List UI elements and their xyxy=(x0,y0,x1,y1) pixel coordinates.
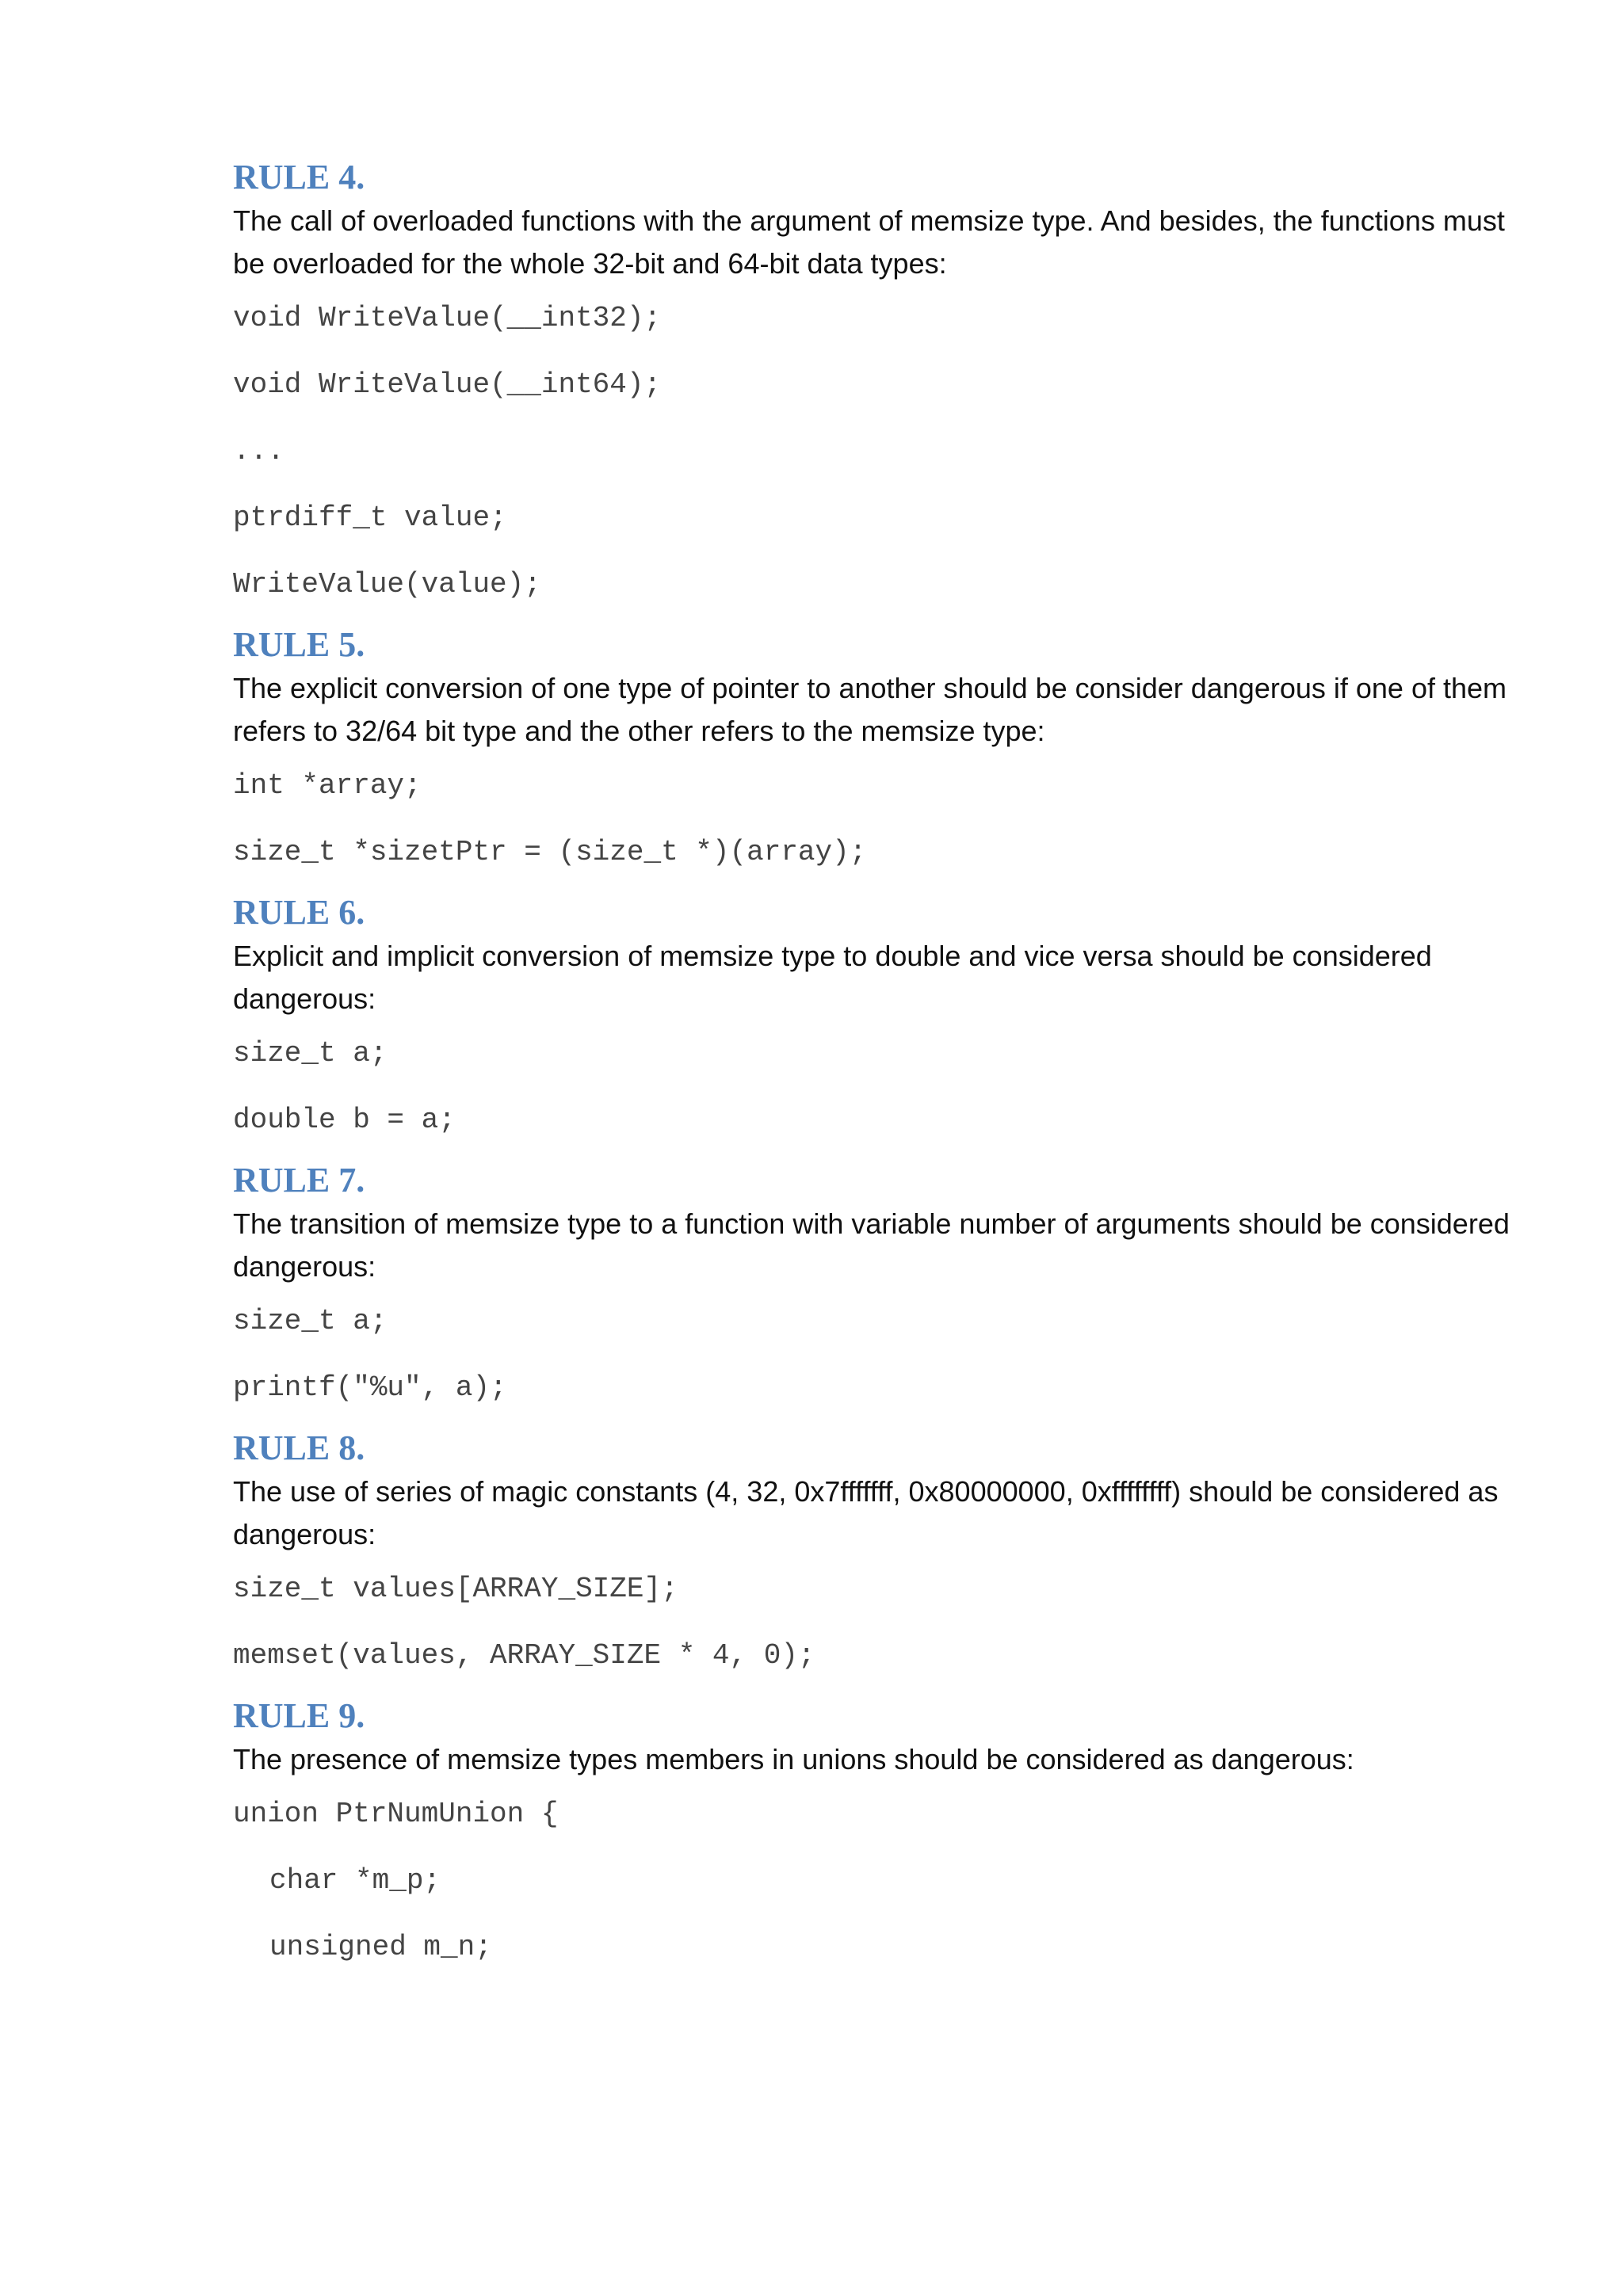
rule-description: The explicit conversion of one type of pointer to another should be consider dangerous if one of them refers to 32/64 bit type and the other refers to the memsize type: xyxy=(233,672,1507,747)
code-line: printf("%u", a); xyxy=(233,1371,507,1404)
code-line: size_t a; xyxy=(233,1305,388,1337)
code-line: void WriteValue(__int64); xyxy=(233,368,662,401)
code-line: ptrdiff_t value; xyxy=(233,502,507,534)
rule-heading: RULE 7. xyxy=(233,1161,365,1199)
rule-heading: RULE 4. xyxy=(233,158,365,196)
code-line: size_t a; xyxy=(233,1037,388,1070)
rule-8-section xyxy=(233,1426,1541,1673)
document-page xyxy=(233,155,1541,1997)
rule-description: The use of series of magic constants (4, 32, 0x7fffffff, 0x80000000, 0xffffffff) should be considered as dangerous: xyxy=(233,1475,1499,1550)
rule-description: The call of overloaded functions with the argument of memsize type. And besides, the functions must be overloaded for the whole 32-bit and 64-bit data types: xyxy=(233,204,1505,280)
rule-description: The transition of memsize type to a function with variable number of arguments should be considered dangerous: xyxy=(233,1207,1510,1283)
code-line: ... xyxy=(233,435,285,467)
rule-6-section xyxy=(233,891,1541,1138)
code-line: void WriteValue(__int32); xyxy=(233,302,662,334)
rule-heading: RULE 9. xyxy=(233,1696,365,1735)
code-line: size_t values[ARRAY_SIZE]; xyxy=(233,1573,678,1605)
code-line: int *array; xyxy=(233,769,422,802)
rule-7-section xyxy=(233,1158,1541,1405)
code-line: unsigned m_n; xyxy=(269,1931,492,1963)
code-line: double b = a; xyxy=(233,1104,456,1136)
rule-description: Explicit and implicit conversion of memsize type to double and vice versa should be considered dangerous: xyxy=(233,940,1432,1015)
code-line: size_t *sizetPtr = (size_t *)(array); xyxy=(233,836,867,868)
rule-5-section xyxy=(233,623,1541,870)
rule-heading: RULE 6. xyxy=(233,893,365,932)
rule-9-section xyxy=(233,1694,1541,1965)
code-line: WriteValue(value); xyxy=(233,568,541,601)
rule-heading: RULE 8. xyxy=(233,1428,365,1467)
code-line: union PtrNumUnion { xyxy=(233,1798,559,1830)
code-line: char *m_p; xyxy=(269,1864,441,1897)
rule-4-section xyxy=(233,155,1541,602)
code-line: memset(values, ARRAY_SIZE * 4, 0); xyxy=(233,1639,815,1672)
rule-description: The presence of memsize types members in unions should be considered as dangerous: xyxy=(233,1743,1354,1775)
rule-heading: RULE 5. xyxy=(233,625,365,664)
